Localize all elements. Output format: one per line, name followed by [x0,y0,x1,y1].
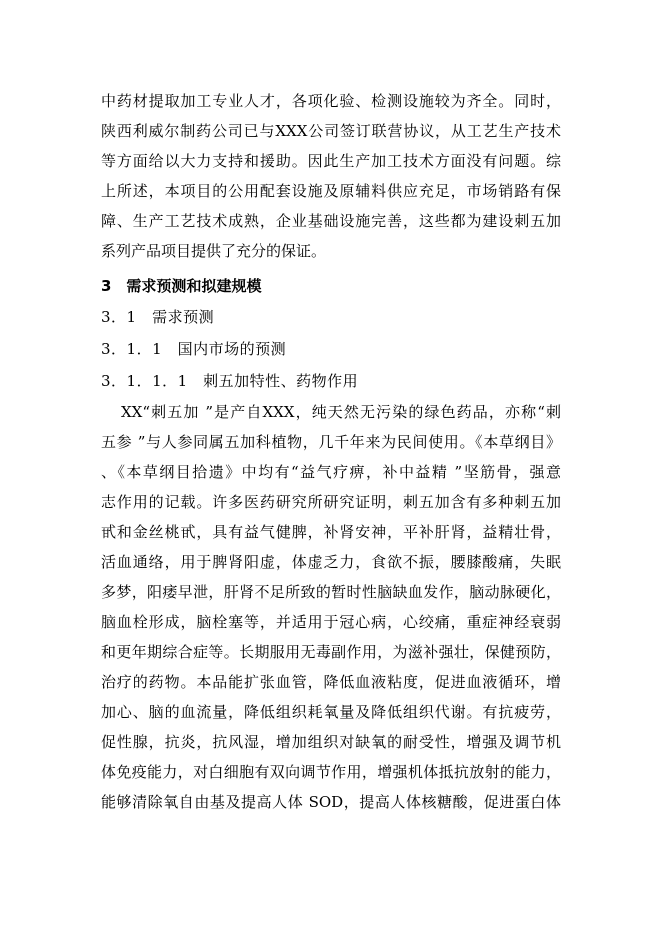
paragraph-line: 活血通络，用于脾肾阳虚，体虚乏力，食欲不振，腰膝酸痛，失眠 [101,553,561,571]
section-heading-3-1-1-1: 3．1．1．1 刺五加特性、药物作用 [101,372,359,390]
section-heading-3: 3 需求预测和拟建规模 [101,277,262,295]
paragraph-line: 系列产品项目提供了充分的保证。 [101,242,327,260]
paragraph-line: 陕西利威尔制药公司已与XXX公司签订联营协议，从工艺生产技术 [101,122,561,140]
paragraph-line: 等方面给以大力支持和援助。因此生产加工技术方面没有问题。综 [101,152,561,170]
paragraph-line: 脑血栓形成，脑栓塞等，并适用于冠心病，心绞痛，重症神经衰弱 [101,613,561,631]
paragraph-line: 志作用的记载。许多医药研究所研究证明，刺五加含有多种刺五加 [101,493,561,511]
paragraph-line: XX“刺五加 ”是产自XXX，纯天然无污染的绿色药品，亦称“刺 [121,403,561,421]
section-heading-3-1: 3．1 需求预测 [101,308,215,326]
paragraph-line: 中药材提取加工专业人才，各项化验、检测设施较为齐全。同时， [101,92,561,110]
paragraph-line: 能够清除氧自由基及提高人体 SOD，提高人体核糖酸，促进蛋白体 [101,793,561,811]
paragraph-line: 多梦，阳痿早泄，肝肾不足所致的暂时性脑缺血发作，脑动脉硬化， [101,583,561,601]
paragraph-line: 上所述，本项目的公用配套设施及原辅料供应充足，市场销路有保 [101,182,561,200]
paragraph-line: 和更年期综合症等。长期服用无毒副作用，为滋补强壮，保健预防， [101,643,561,661]
paragraph-line: 体免疫能力，对白细胞有双向调节作用，增强机体抵抗放射的能力， [101,763,561,781]
paragraph-line: 甙和金丝桃甙，具有益气健脾，补肾安神，平补肝肾，益精壮骨， [101,523,561,541]
paragraph-line: 五参 ”与人参同属五加科植物，几千年来为民间使用。《本草纲目》 [101,433,561,451]
paragraph-line: 促性腺，抗炎，抗风湿，增加组织对缺氧的耐受性，增强及调节机 [101,733,561,751]
section-heading-3-1-1: 3．1．1 国内市场的预测 [101,340,287,358]
paragraph-line: 、《本草纲目拾遗》中均有“益气疗痹，补中益精 ”坚筋骨，强意 [101,463,561,481]
paragraph-line: 加心、脑的血流量，降低组织耗氧量及降低组织代谢。有抗疲劳， [101,703,561,721]
paragraph-line: 障、生产工艺技术成熟，企业基础设施完善，这些都为建设刺五加 [101,212,561,230]
paragraph-line: 治疗的药物。本品能扩张血管，降低血液粘度，促进血液循环，增 [101,673,561,691]
